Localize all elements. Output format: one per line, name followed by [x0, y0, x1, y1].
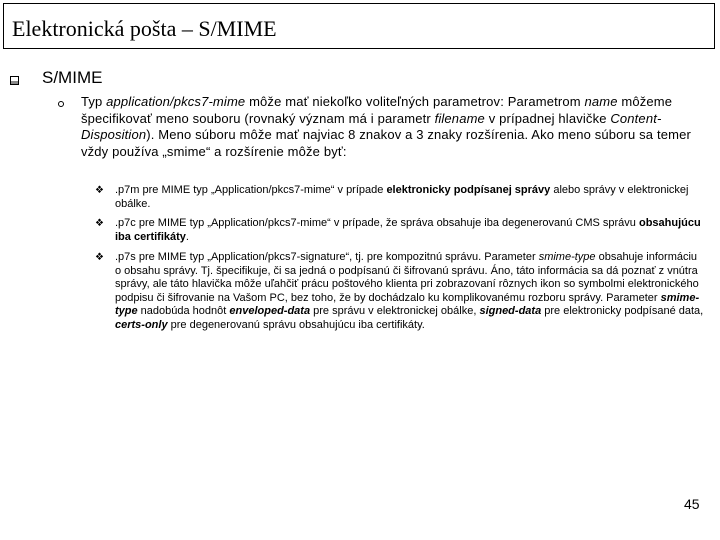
text-run: pre správu v elektronickej obálke, [310, 305, 480, 318]
text-run: pre degenerovanú správu obsahujúcu iba certifikáty. [167, 318, 425, 331]
text-run-italic: name [584, 94, 618, 109]
text-run: môže mať niekoľko voliteľných parametrov: Parametrom [245, 94, 585, 109]
text-run-bold: obsahujúcu iba certifikáty [115, 217, 701, 243]
text-run: v prípadnej hlavičke [484, 110, 611, 126]
text-run-bold-italic: certs-only [115, 318, 168, 331]
section-heading: S/MIME [42, 68, 103, 87]
text-run: .p7m pre MIME typ „Application/pkcs7-mime“ v prípade [115, 184, 387, 196]
main-paragraph [81, 94, 691, 160]
text-run: .p7s pre MIME typ „Application/pkcs7-signature“, tj. pre kompozitnú správu. Parameter [115, 251, 539, 263]
text-run: nadobúda hodnôt [137, 305, 230, 318]
text-run-italic: filename [434, 110, 485, 126]
text-run: alebo správy v elektronickej obálke. [115, 184, 689, 210]
text-run-italic: Content-Disposition [81, 110, 662, 142]
text-run-italic: application/pkcs7-mime [106, 94, 246, 109]
list-item-p7m [115, 184, 705, 211]
list-item-p7c [115, 217, 705, 244]
slide-title: Elektronická pošta – S/MIME [12, 16, 277, 41]
diamond-bullet-icon: ❖ [95, 185, 104, 196]
text-run-bold-italic: signed-data [479, 305, 542, 318]
page-number: 45 [684, 496, 700, 512]
text-run: .p7c pre MIME typ „Application/pkcs7-mime“ v prípade, že správa obsahuje iba degenerovanú CMS správu [115, 217, 639, 229]
text-run-bold-italic: enveloped-data [229, 305, 311, 318]
diamond-bullet-icon: ❖ [95, 252, 104, 263]
diamond-bullet-icon: ❖ [95, 218, 104, 229]
text-run-bold-italic: smime-type [115, 291, 700, 318]
text-run: pre elektronicky podpísané data, [541, 305, 704, 318]
text-run: obsahuje informáciu o obsahu správy. Tj. špecifikuje, či sa jedná o podpísanú či šifrovanú správu. Áno, táto informácia sa dá poznať z vnútra správy, ale táto hlavička môže uľahčiť prácu poštového klienta pri zobrazovaní rôznych ikon so symbolmi elektronického podpisu či šifrovanie na Vašom PC, bez toho, že by dochádzalo ku komplikovanému rozboru správy. Parameter [115, 251, 699, 304]
title-frame [3, 3, 715, 49]
text-run: Typ [81, 94, 107, 109]
circle-bullet-icon [58, 101, 64, 107]
square-bullet-icon [10, 76, 19, 85]
text-run-italic: smime-type [538, 251, 596, 263]
list-item-p7s [115, 251, 705, 333]
text-run: . [185, 230, 189, 243]
text-run: ). Meno súboru môže mať najviac 8 znakov a 3 znaky rozšírenia. Ako meno súboru sa temer vždy používa „smime“ a rozšírenie môže byť: [81, 127, 691, 159]
text-run: môžeme špecifikovať meno souboru (rovnaký význam má i parametr [81, 94, 673, 126]
text-run-bold: elektronicky podpísanej správy [386, 184, 551, 196]
